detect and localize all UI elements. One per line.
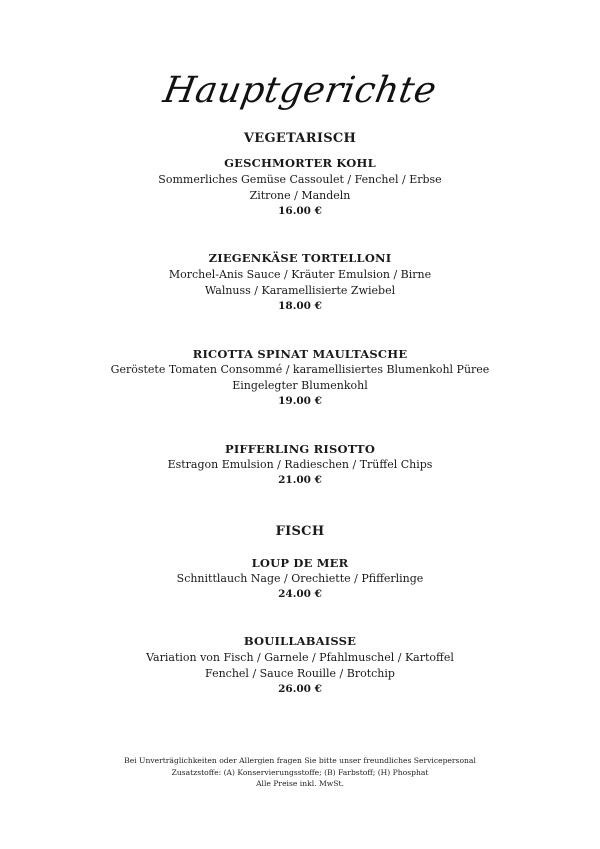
dish-description: Sommerliches Gemüse Cassoulet / Fenchel / Erbse xyxy=(158,173,442,186)
dish-price: 18.00 € xyxy=(278,300,322,312)
section-heading-fisch: FISCH xyxy=(275,524,325,539)
dish-name: LOUP DE MER xyxy=(251,556,349,570)
dish-name: GESCHMORTER KOHL xyxy=(224,156,376,170)
dish-description: Geröstete Tomaten Consommé / karamellisiertes Blumenkohl Püree xyxy=(110,363,490,376)
dish-name: ZIEGENKÄSE TORTELLONI xyxy=(208,251,392,265)
dish-name: BOUILLABAISSE xyxy=(243,634,357,648)
footer-allergy-note: Bei Unverträglichkeiten oder Allergien fragen Sie bitte unser freundliches Servicepersonal xyxy=(124,756,476,765)
dish-description: Eingelegter Blumenkohl xyxy=(232,379,368,392)
dish-description: Zitrone / Mandeln xyxy=(249,189,351,202)
dish-price: 21.00 € xyxy=(278,474,322,486)
page-title: Hauptgerichte xyxy=(160,70,440,111)
dish-description: Variation von Fisch / Garnele / Pfahlmuschel / Kartoffel xyxy=(146,651,454,664)
footer-notes xyxy=(0,755,600,790)
dish-description: Estragon Emulsion / Radieschen / Trüffel Chips xyxy=(167,458,433,471)
dish-price: 16.00 € xyxy=(278,205,322,217)
dish-name: PIFFERLING RISOTTO xyxy=(224,442,376,456)
section-heading-vegetarisch: VEGETARISCH xyxy=(243,131,357,146)
dish-name: RICOTTA SPINAT MAULTASCHE xyxy=(192,347,408,361)
footer-vat-note: Alle Preise inkl. MwSt. xyxy=(256,779,344,788)
footer-additives-note: Zusatzstoffe: (A) Konservierungsstoffe; (B) Farbstoff; (H) Phosphat xyxy=(171,767,429,777)
dish-description: Fenchel / Sauce Rouille / Brotchip xyxy=(205,667,395,680)
dish-description: Schnittlauch Nage / Orechiette / Pfifferlinge xyxy=(176,572,424,585)
dish-description: Morchel-Anis Sauce / Kräuter Emulsion / Birne xyxy=(168,268,432,281)
dish-description: Walnuss / Karamellisierte Zwiebel xyxy=(204,284,396,297)
dish-price: 26.00 € xyxy=(278,683,322,695)
dish-price: 24.00 € xyxy=(278,588,322,600)
dish-price: 19.00 € xyxy=(278,395,322,407)
